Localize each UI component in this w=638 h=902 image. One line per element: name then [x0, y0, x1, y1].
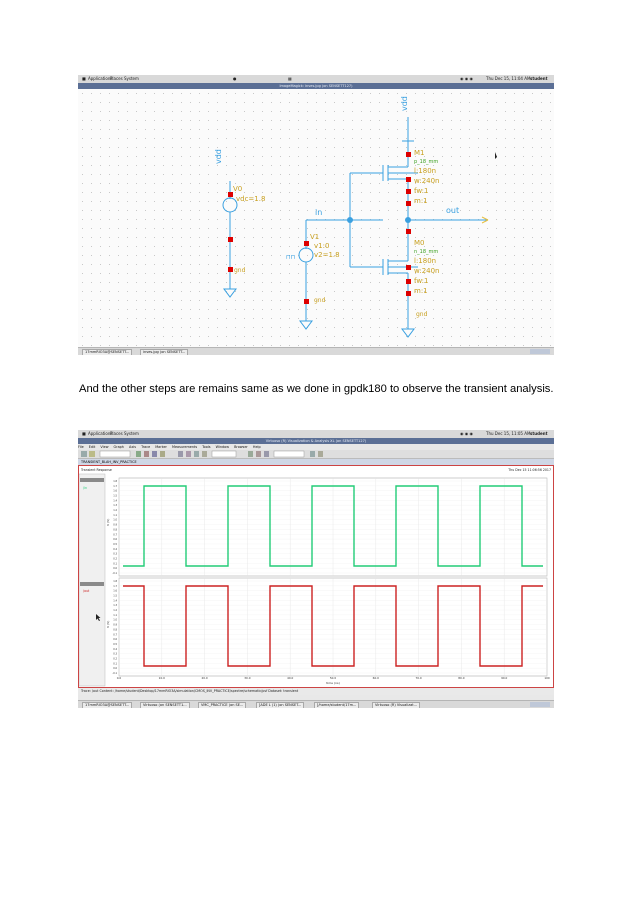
y-tick-label: -0.1 — [112, 672, 117, 675]
system-menu[interactable]: System — [124, 76, 139, 81]
system-menu[interactable]: System — [124, 431, 139, 436]
status-bar — [78, 688, 554, 695]
x-tick-label: 10.0 — [158, 676, 165, 680]
window-title: ImageMagick: inves.jpg (on SENSETT127) — [78, 83, 554, 89]
y-tick-label: 1.7 — [113, 484, 117, 488]
taskbar-item-virtuoso[interactable]: Virtuoso (on SENSETT1... — [140, 702, 190, 708]
trace-label-in: /in — [83, 486, 87, 490]
y-tick-label: 0.5 — [113, 642, 117, 646]
vdd-top-label: vdd — [400, 96, 409, 111]
m0-name: M0 — [414, 239, 425, 247]
x-tick-label: 20.0 — [201, 676, 208, 680]
output-wire[interactable] — [405, 217, 488, 223]
y-tick-label: 1.8 — [113, 480, 117, 483]
m0-param-m: m:1 — [414, 287, 428, 295]
y-tick-label: 0.8 — [113, 528, 117, 532]
browser-icon[interactable]: ● — [233, 76, 237, 81]
applications-menu-icon[interactable]: ■ — [82, 76, 86, 81]
transient-plot[interactable] — [79, 466, 553, 687]
m1-param-w: w:240n — [414, 177, 440, 185]
places-menu[interactable]: Places — [110, 76, 123, 81]
y-tick-label: 1.3 — [113, 604, 117, 608]
y-tick-label: 0.6 — [113, 638, 117, 642]
taskbar-item-viva[interactable]: Virtuoso (R) Visualizat... — [372, 702, 420, 708]
y-axis-label-top: V (V) — [106, 518, 110, 526]
plot-timestamp: Thu Dec 15 11:06:56 2017 — [508, 468, 551, 472]
user-label[interactable]: student — [530, 431, 548, 436]
y-tick-label: 0.3 — [113, 652, 117, 656]
taskbar — [78, 700, 554, 708]
y-tick-label: 0.9 — [113, 523, 117, 527]
menu-measurements[interactable]: Measurements — [172, 445, 198, 449]
menu-edit[interactable]: Edit — [88, 445, 96, 449]
x-tick-label: 70.0 — [415, 676, 422, 680]
output-net-label: out — [446, 206, 460, 215]
y-tick-label: 0.5 — [113, 542, 117, 546]
y-tick-label: 1.4 — [113, 599, 117, 603]
menu-marker[interactable]: Marker — [155, 445, 167, 449]
v1-param-v1: v1:0 — [314, 242, 330, 250]
schematic-drawing — [78, 89, 554, 347]
y-tick-label: 0.1 — [113, 662, 117, 666]
taskbar-item-terminal[interactable]: 17mmRIO3A@SENSETT... — [82, 349, 132, 355]
user-label[interactable]: student — [530, 76, 548, 81]
y-axis-label-bottom: V (V) — [106, 620, 110, 628]
taskbar — [78, 347, 554, 355]
tray-icon: ◉ ◉ ◉ — [460, 76, 474, 81]
y-tick-label: 0.1 — [113, 562, 117, 566]
y-tick-label: 1.1 — [113, 613, 117, 617]
taskbar-item-ade[interactable]: [ADE L (1) (on SENSET... — [256, 702, 304, 708]
x-tick-label: 60.0 — [372, 676, 379, 680]
menu-view[interactable]: View — [100, 445, 109, 449]
workspace-switcher[interactable] — [530, 349, 550, 354]
clock[interactable]: Thu Dec 15, 11:04 AM — [486, 76, 531, 81]
y-tick-label: 1.5 — [113, 494, 117, 498]
input-net-label: in — [315, 208, 323, 217]
menu-browser[interactable]: Browser — [234, 445, 248, 449]
window-title: Virtuoso (R) Visualization & Analysis XL (on SENSETT127) — [78, 438, 554, 444]
trace-list-header-in — [80, 478, 104, 482]
y-tick-label: 1.5 — [113, 594, 117, 598]
x-tick-label: 100 — [544, 676, 550, 680]
x-tick-label: 40.0 — [287, 676, 294, 680]
plot-title: Transient Response — [81, 468, 112, 472]
x-tick-label: 80.0 — [458, 676, 465, 680]
taskbar-item-vmc[interactable]: VMC_PRACTICE (on SE... — [198, 702, 246, 708]
taskbar-item-terminal[interactable]: 17mmRIO3A@SENSETT... — [82, 702, 132, 708]
v0-name: V0 — [233, 185, 243, 193]
y-tick-label: 1.8 — [113, 580, 117, 583]
m1-param-m: m:1 — [414, 197, 428, 205]
y-tick-label: 0.7 — [113, 633, 117, 637]
y-tick-label: 0.0 — [113, 567, 117, 571]
viva-toolbar — [78, 450, 554, 459]
menu-graph[interactable]: Graph — [113, 445, 124, 449]
trace-list-panel — [79, 474, 105, 686]
mouse-cursor-icon — [96, 614, 101, 621]
v0-gnd-label: gnd — [234, 267, 246, 274]
y-tick-label: 0.2 — [113, 657, 117, 661]
v0-source[interactable] — [223, 181, 237, 297]
y-tick-label: 0.9 — [113, 623, 117, 627]
y-tick-label: 1.6 — [113, 589, 117, 593]
plot-window[interactable] — [78, 465, 554, 688]
y-tick-label: 1.2 — [113, 609, 117, 613]
y-tick-label: 1.6 — [113, 489, 117, 493]
menu-trace[interactable]: Trace — [141, 445, 151, 449]
pmos-m1[interactable] — [383, 141, 418, 220]
m1-name: M1 — [414, 149, 425, 157]
trace-label-out: /out — [83, 589, 90, 593]
taskbar-item-home[interactable]: [/home/student/17m... — [314, 702, 359, 708]
schematic-screenshot — [78, 75, 554, 355]
v0-param: vdc=1.8 — [236, 195, 266, 203]
applications-menu-icon[interactable]: ■ — [82, 431, 86, 436]
y-tick-label: 0.4 — [113, 647, 117, 651]
menu-help[interactable]: Help — [252, 445, 261, 449]
y-tick-label: 0.8 — [113, 628, 117, 632]
y-tick-label: 1.0 — [113, 518, 117, 522]
svg-text:⊓⊓: ⊓⊓ — [286, 254, 296, 261]
m0-model: n_18_mm — [414, 249, 439, 255]
x-tick-label: 90.0 — [501, 676, 508, 680]
y-tick-label: 0.7 — [113, 533, 117, 537]
menu-axis[interactable]: Axis — [129, 445, 137, 449]
m1-param-l: l:180n — [414, 167, 437, 175]
nmos-m0[interactable] — [383, 220, 418, 337]
menu-file[interactable]: File — [78, 445, 84, 449]
y-tick-label: 0.6 — [113, 538, 117, 542]
y-tick-label: 0.3 — [113, 552, 117, 556]
m0-gnd-label: gnd — [416, 311, 428, 318]
v1-name: V1 — [310, 233, 320, 241]
x-axis-label: time (ns) — [326, 681, 340, 685]
workspace-icon[interactable]: ▦ — [288, 76, 292, 81]
y-tick-label: 1.0 — [113, 618, 117, 622]
y-tick-label: 1.4 — [113, 499, 117, 503]
caption-text: And the other steps are remains same as we done in gpdk180 to observe the transient analysis. — [79, 383, 554, 395]
m0-param-l: l:180n — [414, 257, 437, 265]
y-tick-label: -0.1 — [112, 572, 117, 575]
m1-param-fw: fw:1 — [414, 187, 429, 195]
v1-source[interactable] — [286, 220, 313, 329]
x-tick-label: 0.0 — [116, 676, 122, 680]
m1-model: p_18_mm — [414, 159, 439, 165]
y-tick-label: 0.4 — [113, 547, 117, 551]
viva-screenshot — [78, 430, 554, 708]
v1-param-v2: v2=1.8 — [314, 251, 340, 259]
vdd-left-label: vdd — [214, 149, 223, 164]
v1-gnd-label: gnd — [314, 297, 326, 304]
schematic-canvas[interactable] — [78, 89, 554, 347]
tab-transient[interactable]: TRANSIENT_BLAH_INV_PRACTICE — [81, 460, 137, 464]
y-tick-label: 1.7 — [113, 584, 117, 588]
tray-icon: ◉ ◉ ◉ — [460, 431, 474, 436]
status-text: Trace: /out Content: /home/student/Desktop/17mmRIO3A/simulation/CMOS_INV_PRACTICE/spectre/schematic/psf Dataset: transient — [81, 689, 299, 693]
workspace-switcher[interactable] — [530, 702, 550, 707]
y-tick-label: 1.2 — [113, 509, 117, 513]
places-menu[interactable]: Places — [110, 431, 123, 436]
m0-param-fw: fw:1 — [414, 277, 429, 285]
x-tick-label: 30.0 — [244, 676, 251, 680]
m0-param-w: w:240n — [414, 267, 440, 275]
clock[interactable]: Thu Dec 15, 11:05 AM — [486, 431, 531, 436]
applications-menu[interactable]: Applications — [88, 431, 113, 436]
applications-menu[interactable]: Applications — [88, 76, 113, 81]
toolbar-icons[interactable] — [78, 450, 554, 458]
menu-tools[interactable]: Tools — [202, 445, 211, 449]
y-tick-label: 1.1 — [113, 513, 117, 517]
y-tick-label: 0.2 — [113, 557, 117, 561]
x-tick-label: 50.0 — [329, 676, 337, 680]
taskbar-item-image[interactable]: inves.jpg (on SENSETT... — [140, 349, 188, 355]
trace-list-header-out — [80, 582, 104, 586]
y-tick-label: 0.0 — [113, 667, 117, 671]
y-tick-label: 1.3 — [113, 504, 117, 508]
menu-window[interactable]: Window — [215, 445, 229, 449]
